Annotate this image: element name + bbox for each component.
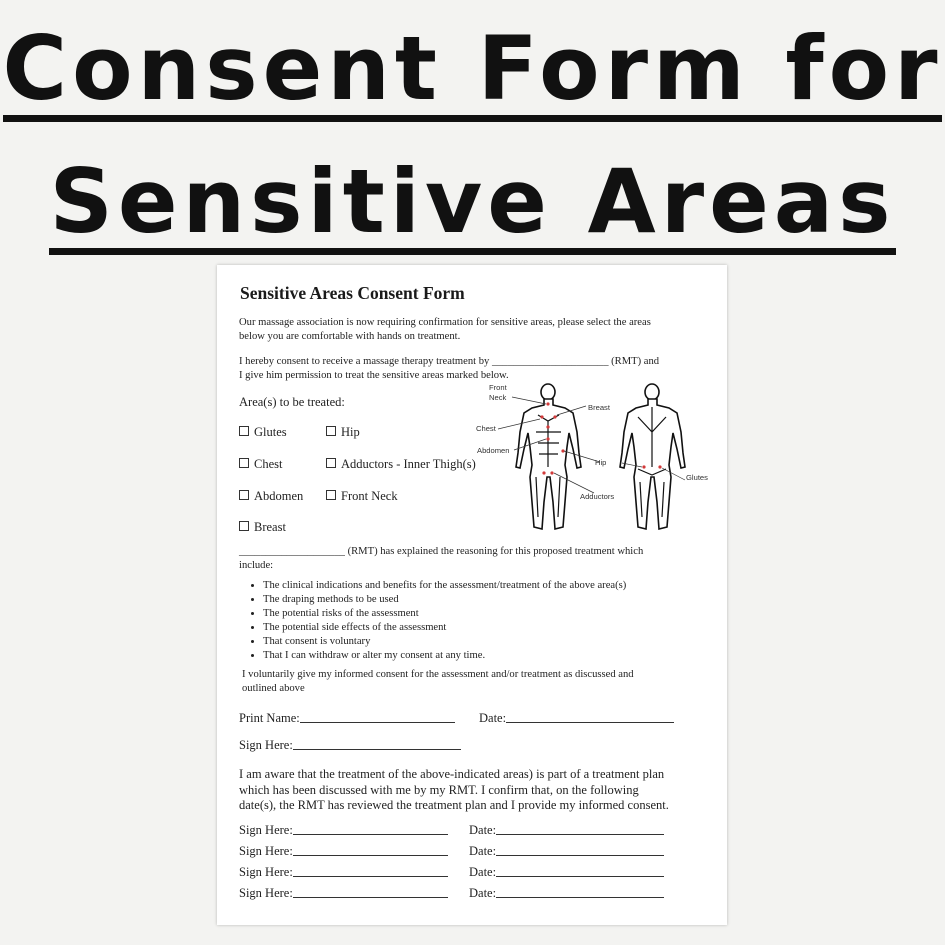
list-item: • That consent is voluntary bbox=[263, 635, 713, 649]
fig-label-chest: Chest bbox=[476, 424, 496, 433]
list-item: • That I can withdraw or alter my consent at any time. bbox=[263, 649, 713, 663]
checkbox-label: Abdomen bbox=[254, 489, 304, 503]
sign-line[interactable] bbox=[293, 822, 448, 835]
fig-label-glutes: Glutes bbox=[686, 473, 708, 482]
sign-here-label: Sign Here: bbox=[239, 844, 293, 858]
date-row[interactable] bbox=[469, 822, 664, 838]
list-item: • The draping methods to be used bbox=[263, 593, 713, 607]
fig-label-neck: Neck bbox=[489, 393, 507, 402]
sign-here-label: Sign Here: bbox=[239, 865, 293, 879]
aware-line-2: which has been discussed with me by my RMT. I confirm that, on the following bbox=[239, 782, 639, 797]
front-body-silhouette bbox=[516, 384, 581, 529]
checkbox-breast[interactable] bbox=[239, 520, 286, 535]
date-label: Date: bbox=[469, 865, 497, 879]
date-line[interactable] bbox=[496, 843, 664, 856]
explained-paragraph bbox=[239, 545, 709, 572]
sign-here-label: Sign Here: bbox=[239, 886, 293, 900]
checkbox-square[interactable] bbox=[239, 521, 249, 531]
date-row[interactable] bbox=[469, 843, 664, 859]
date-row[interactable] bbox=[469, 864, 664, 880]
intro-paragraph bbox=[239, 316, 709, 343]
checkbox-chest[interactable] bbox=[239, 457, 282, 472]
fig-label-adductors: Adductors bbox=[580, 492, 615, 501]
checkbox-label: Hip bbox=[341, 425, 360, 439]
voluntary-paragraph bbox=[242, 668, 712, 695]
banner-title-line1: Consent Form for bbox=[2, 17, 943, 120]
areas-label: Area(s) to be treated: bbox=[239, 395, 345, 409]
checkbox-square[interactable] bbox=[326, 490, 336, 500]
checkbox-label: Adductors - Inner Thigh(s) bbox=[341, 457, 476, 471]
aware-line-3: date(s), the RMT has reviewed the treatment plan and I provide my informed consent. bbox=[239, 798, 669, 812]
sign-row[interactable] bbox=[239, 822, 448, 838]
checkbox-square[interactable] bbox=[326, 426, 336, 436]
date-label: Date: bbox=[469, 823, 497, 837]
fig-label-breast: Breast bbox=[588, 403, 610, 412]
intro-line-1: Our massage association is now requiring confirmation for sensitive areas, please select the areas bbox=[239, 317, 651, 328]
explanation-list bbox=[247, 579, 713, 663]
checkbox-adductors[interactable] bbox=[326, 457, 476, 472]
consent-form-sheet bbox=[217, 265, 727, 925]
date-line[interactable] bbox=[506, 710, 674, 723]
consent-line-1: I hereby consent to receive a massage therapy treatment by ______________________ (RMT) and bbox=[239, 356, 660, 367]
checkbox-square[interactable] bbox=[239, 490, 249, 500]
banner-title-line2: Sensitive Areas bbox=[49, 150, 896, 253]
date-line[interactable] bbox=[496, 822, 664, 835]
date-row[interactable] bbox=[469, 885, 664, 901]
voluntary-line-2: outlined above bbox=[242, 682, 305, 694]
checkbox-front-neck[interactable] bbox=[326, 489, 398, 504]
sign-here-label: Sign Here: bbox=[239, 823, 293, 837]
print-name-line[interactable] bbox=[300, 710, 455, 723]
sign-line[interactable] bbox=[293, 864, 448, 877]
date-line[interactable] bbox=[496, 885, 664, 898]
explained-line-2: include: bbox=[239, 559, 274, 571]
intro-line-2: below you are comfortable with hands on treatment. bbox=[239, 330, 461, 342]
list-item: • The clinical indications and benefits for the assessment/treatment of the above area(s) bbox=[263, 579, 713, 593]
checkbox-hip[interactable] bbox=[326, 425, 360, 440]
list-item: • The potential risks of the assessment bbox=[263, 607, 713, 621]
date-field[interactable] bbox=[479, 710, 674, 726]
checkbox-label: Glutes bbox=[254, 425, 287, 439]
sign-line[interactable] bbox=[293, 843, 448, 856]
fig-label-abdomen: Abdomen bbox=[477, 446, 510, 455]
date-label: Date: bbox=[479, 711, 507, 725]
checkbox-abdomen[interactable] bbox=[239, 489, 303, 504]
print-name-field[interactable] bbox=[239, 710, 455, 726]
checkbox-label: Chest bbox=[254, 457, 283, 471]
sign-row[interactable] bbox=[239, 843, 448, 859]
consent-line-2: I give him permission to treat the sensitive areas marked below. bbox=[239, 369, 509, 381]
checkbox-square[interactable] bbox=[239, 458, 249, 468]
checkbox-label: Front Neck bbox=[341, 489, 398, 503]
checkbox-square[interactable] bbox=[239, 426, 249, 436]
back-body-silhouette bbox=[620, 384, 685, 529]
checkbox-glutes[interactable] bbox=[239, 425, 287, 440]
date-line[interactable] bbox=[496, 864, 664, 877]
explained-line-1: ____________________ (RMT) has explained the reasoning for this proposed treatment which bbox=[239, 546, 644, 557]
checkbox-label: Breast bbox=[254, 520, 286, 534]
date-label: Date: bbox=[469, 844, 497, 858]
print-name-label: Print Name: bbox=[239, 711, 300, 725]
sign-here-label: Sign Here: bbox=[239, 738, 293, 752]
sign-row[interactable] bbox=[239, 864, 448, 880]
body-diagram-figure bbox=[472, 377, 722, 539]
date-label: Date: bbox=[469, 886, 497, 900]
sign-row[interactable] bbox=[239, 885, 448, 901]
sign-here-field[interactable] bbox=[239, 737, 461, 753]
fig-label-hip: Hip bbox=[595, 458, 607, 467]
voluntary-line-1: I voluntarily give my informed consent for the assessment and/or treatment as discussed and bbox=[242, 669, 634, 680]
aware-line-1: I am aware that the treatment of the above-indicated areas) is part of a treatment plan bbox=[239, 767, 665, 781]
list-item: • The potential side effects of the assessment bbox=[263, 621, 713, 635]
aware-paragraph bbox=[239, 767, 719, 814]
sign-line[interactable] bbox=[293, 885, 448, 898]
checkbox-square[interactable] bbox=[326, 458, 336, 468]
sign-here-line[interactable] bbox=[293, 737, 461, 750]
form-title: Sensitive Areas Consent Form bbox=[240, 283, 465, 303]
fig-label-front: Front bbox=[489, 383, 507, 392]
